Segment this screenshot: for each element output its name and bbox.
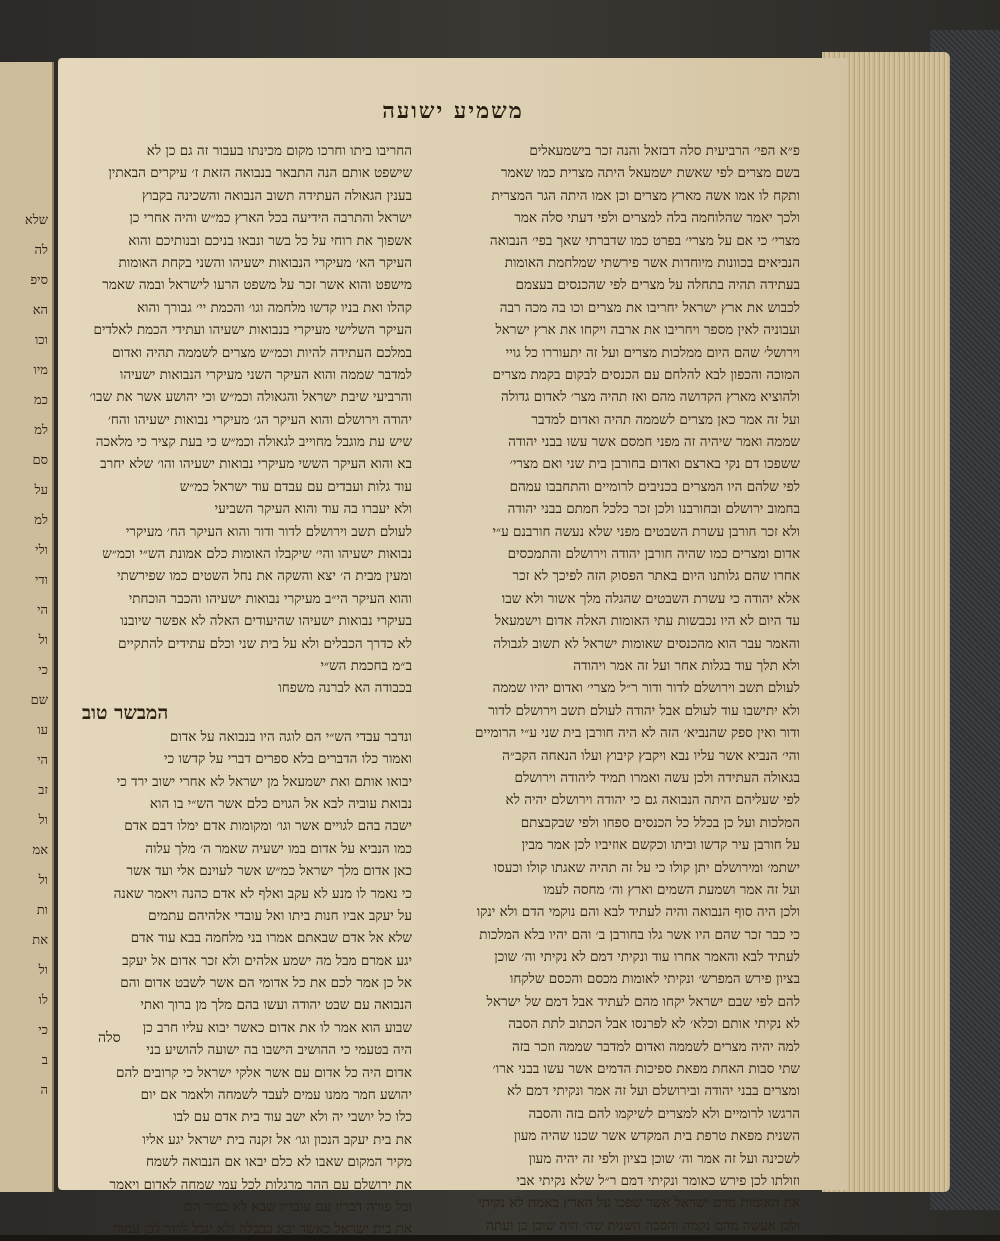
text-line: וירושל׳ שהם היום ממלכות מצרים ועל זה יתעוררו כל גויי — [505, 344, 800, 361]
text-line: לא כדרך הכבלים ולא על בית שני וכלם עתידים להתקיים — [118, 635, 412, 652]
text-line: לא נקיתי אותם וכלא׳ לא לפרנסו אבל הכתוב לתת הסבה — [508, 1016, 800, 1033]
text-line: שבוע הוא אמר לו את אדום כאשר יבוא עליו חרב כן — [142, 1019, 412, 1036]
text-line: ותקח לו אמו אשה מארץ מצרים וכן אמו היתה הגר המצרית — [491, 187, 800, 204]
text-line: כי כבר זכר שהם היו אשר גלו בחורבן ב׳ והם יהיו בלא המלכות — [479, 926, 800, 943]
text-line: הרגשו לרומיים ולא למצרים לשיקמו להם בזה והסבה — [528, 1105, 800, 1122]
text-line: מישפט והוא אשר זכר על משפט הרעו לישראל ובמה שאמר — [102, 277, 412, 294]
text-line: והאמר עבר הוא מהכנסים שאומות ישראל לא תשוב לגבולה — [493, 635, 800, 652]
left-text-column — [82, 140, 412, 1241]
text-line: עוד גלות ועבדים עם עבדם עוד ישראל כמ״ש — [179, 478, 412, 495]
text-line: כלו כל יושבי יה ולא ישב עוד בית אדם עם לבו — [173, 1109, 412, 1126]
book-page — [58, 58, 848, 1238]
text-line: מצרי׳ כי אם על מצרי׳ בפרט כמו שדברתי שאך בפי׳ הנבואה — [489, 232, 800, 249]
text-line: כאן אדום מלך ישראל כמ״ש אשר לעוינם אלי ועד אשר — [126, 863, 412, 880]
text-line: ובל פורה דבריו עם עובדיו שבא לא כפור הם — [184, 1198, 412, 1215]
text-line: ישראל והתרבה הידיעה בכל הארץ כמ״ש והיה אחרי כן — [129, 210, 412, 227]
text-line: ולכן אעשה מהם נקמה והסבה השנית שה׳ היה שוכן כן ועתה — [486, 1217, 800, 1234]
text-line: ועבוניה לאין מספר ויחריבו את ארבה ויקחו את ארץ ישראל — [495, 322, 800, 339]
text-line: את ירושלם עם ההר מרגלות לכל עמי שמחה לאדום ויאמר — [109, 1176, 412, 1193]
text-line: במלכם העתידה להיות וכמ״ש מצרים לשממה תהיה ואדום — [112, 344, 412, 361]
text-line: אדום היה כל אדום עם אשר אלקי ישראל כי קרובים להם — [116, 1064, 412, 1081]
text-line: ישתמ׳ ומירושלם יתן קולו כי על זה תהיה שאגתו קולו וכעסו — [493, 859, 800, 876]
text-line: שישפט אותם הנה התבאר בנבואה הזאת ז׳ עיקרים הבאתין — [108, 165, 412, 182]
text-line: לפי שלהם היו המצרים בכניבים לרומיים והתחבבו עמהם — [509, 478, 800, 495]
text-line: ולא זכר חורבן עשרת השבטים מפני שלא נעשה חורבנם ע״י — [492, 523, 800, 540]
text-line: ולא יתישבו עוד לעולם אבל יהודה לעולם תשב וירושלם לדור — [488, 702, 800, 719]
text-line: ואמור כלו הדברים בלא ספרים דברי על קדשו כי — [164, 751, 412, 768]
text-line: בציון פירש המפרש׳ ונקיתי לאומות מכסם והכסם שלקחו — [509, 971, 800, 988]
catchword: סלה — [98, 1030, 121, 1046]
text-line: בעיקרי נבואות ישעיהו שהיעודים האלה לא אפשר שיובנו — [120, 613, 412, 630]
text-line: ונדבר עבדי הש״י הם לוגה היו בנבואה על אדום — [169, 728, 412, 745]
text-line: ולכן היה סוף הנבואה והיה לעתיד לבא והם נוקמי הדם ולא ינקו — [476, 904, 800, 921]
text-line: ישבה בהם לגויים אשר וגו׳ ומקומות אדם ימלו דבם אדם — [124, 818, 412, 835]
text-line: את בית ישראל כאשר יבא בבבלה ולא יגבל לרור לבן עמור — [113, 1221, 412, 1238]
text-line: ומעין מבית ה׳ יצא והשקה את נחל השטים כמו שפירשתי — [116, 568, 412, 585]
text-line: את האומות מדם ישראל אשר שפכו על הארץ באמת לא נקיתי — [478, 1195, 800, 1212]
text-line: היה בטעמי כי ההושיב הישבו בה ישועה להושיע בני — [146, 1042, 412, 1059]
text-line: את בית יעקב הנכון וגו׳ אל זקנה בית ישראל יגע אליו — [142, 1131, 412, 1148]
text-line: השנית מפאת טרפת בית המקדש אשר שכנו שהיה מעון — [513, 1128, 800, 1145]
text-line: לפי שעליהם היתה הנבואה גם כי יהודה וירושלם יהיה לא — [505, 792, 800, 809]
text-line: ועל זה אמר כאן מצרים לשממה תהיה ואדום למדבר — [531, 411, 800, 428]
text-line: העיקר הא׳ מעיקרי הנבואות ישעיהו והשני בקחת האומות — [118, 254, 412, 271]
text-line: המלכות ועל כן בכלל כל הכנסים ספחו ולפי שבקבצתם — [520, 814, 800, 831]
text-line: וזולתו לכן פירש כאומר ונקיתי דמם ר״ל שלא נקיתי אבי — [516, 1172, 800, 1189]
text-line: בכבודה הא לברנה משפחו — [278, 680, 412, 697]
text-line: אשפוך את רוחי על כל בשר ונבאו בניכם ובנותיכם והוא — [128, 232, 412, 249]
running-head: משמיע ישועה — [382, 98, 524, 124]
text-line: למה יהיה מצרים לשממה ואדום למדבר שממה וזכר בזה — [511, 1038, 800, 1055]
text-line: על יעקב אביו חנות ביתו ואל עובדי אלהיהם עתמים — [148, 907, 412, 924]
section-heading: המבשר טוב — [82, 701, 169, 724]
text-line: והרביעי שיבת ישראל והגאולה וכמ״ש וכי יהושע אשר את שבו׳ — [89, 389, 412, 406]
text-line: פ״א הפי׳ הרביעית סלה דבזאל והנה זכר בישמעאלים — [529, 143, 800, 159]
text-line: ודור ואין ספק שהנביא׳ הזה לא היה חורבן בית שני ע״י הרומיים — [475, 725, 800, 742]
text-line: נבואת עוביה לבא אל הגוים כלם אשר הש״י בו הוא — [149, 795, 412, 812]
text-line: שממה ואמר שיהיה זה מפני חמסם אשר עשו בבני יהודה — [508, 434, 800, 451]
right-text-column — [470, 140, 800, 1237]
text-line: קהלו ואת בניו קדשו מלחמה וגו׳ והכמת יי׳ גבורך והוא — [136, 299, 412, 316]
text-line: לעולם תשב וירושלם לדור ודור והוא העיקר הח׳ מעיקרי — [125, 523, 412, 540]
text-line: המוכה והכפון לבא להלחם עם הכנסים לבקום בקמת מצרים — [492, 366, 800, 383]
text-line: הנבואה עם שבט יהודה ועשו בהם מלך מן ברוך ואתי — [140, 997, 412, 1014]
text-line: יהודה וירושלם והוא העיקר הג׳ מעיקרי נבואות ישעיהו והח׳ — [107, 411, 412, 428]
text-line: ב״מ בחכמת הש״י — [320, 657, 412, 674]
text-line: ולהוציא מארץ הקדושה מהם ואז תהיה מצר׳ לאדום גדולה — [501, 389, 800, 406]
text-line: בעתידה תהיה בתחלה על מצרים לפי שהכנסים בעצמם — [515, 277, 800, 294]
text-line: כי נאמר לו מנע לא עקב ואלף לא אדם כהנה ויאמר שאנה — [113, 885, 412, 902]
text-line: כמו הנביא על אדום במו ישעיה שאמר ה׳ מלך עלוה — [145, 840, 412, 857]
text-line: והי׳ הנביא אשר עליו נבא ויקבץ קיבוץ ועלו הנאחה הקב״ה — [502, 747, 800, 764]
text-line: על חורבן עיר קדשו וביתו וכקשם אוזיביו לכן אמר מבין — [521, 837, 800, 854]
previous-page-edge: שלא לה סיפ הא וכו מיו כמ למ סם על למ ולי ודי הי ול כי שם עו הי זב ול אמ ול ות את ול לו כי ב ה — [0, 62, 54, 1192]
text-line: עד היום לא היו נכבשות עתי האומות האלה אדום וישמעאל — [494, 613, 800, 630]
text-line: יהושע חמר ממנו עמים לעבד לשמחה ולאמר אם יום — [140, 1087, 412, 1104]
text-line: החריבו ביתו וחרכו מקום מכינתו בעבור זה גם כן לא — [146, 143, 412, 159]
text-line: אל כן אמר לכם את כל אדומי הם אשר לשבט אדום והם — [120, 975, 412, 992]
text-line: הנביאים בכוונות מיוחדות אשר פירשתי שמלחמת האומות — [504, 254, 800, 271]
text-line: בענין הגאולה העתידה תשוב הנבואה והשכינה בקבוץ — [141, 187, 412, 204]
text-line: ששפכו דם נקי בארצם ואדום בחורבן בית שני ואם מצרי׳ — [509, 456, 800, 473]
text-line: ומצרים בבני יהודה ובירושלם ועל זה אמר ונקיתי דמם לא — [507, 1083, 800, 1100]
text-line: לעולם תשב וירושלם לדור ודור ר״ל מצרי׳ ואדום יהיו שממה — [492, 680, 800, 697]
text-line: יגע אמרם מבל מה ישמע אלהים ולא זכר אדום אל יעקב — [122, 952, 412, 969]
text-line: אדום ומצרים כמו שהיה חורבן יהודה וירושלם והתמכסים — [507, 546, 800, 563]
text-line: ולא תלך עוד בגלות אחר ועל זה אמר ויהודה — [573, 657, 800, 674]
text-line: נבואות ישעיהו והי׳ שיקבלו האומות כלם אמונת הש״י וכמ״ש — [102, 546, 412, 563]
text-line: שיש עת מוגבל מחוייב לגאולה וכמ״ש כי בעת קציר כי מלאכה — [95, 434, 412, 451]
text-line: והוא העיקר הי״ב מעיקרי נבואות ישעיהו והכבר הוכחתי — [128, 590, 412, 607]
text-line: אחרו שהם גלותנו היום באתר הפסוק הזה לפיכך לא זכר — [512, 568, 800, 585]
text-line: לכבוש את ארץ ישראל יחריבו את מצרים וכו בה מכה רבה — [499, 299, 800, 316]
text-line: ועל זה אמר ושמעת השמים וארץ וה׳ מחסה לעמו — [543, 881, 800, 898]
text-line: בשם מצרים לפי שאשת ישמעאל היתה מצרית כמו שאמר — [500, 165, 800, 182]
text-line: להם לפי שבם ישראל יקחו מהם לעתיד אבל דמם של ישראל — [486, 993, 800, 1010]
text-line: בחמוב ירושלם ובחורבנו ולכן זכר כלכל חמתם בבני יהודה — [507, 501, 800, 518]
text-line: ולכך יאמר שהלוחמה בלה למצרים ולפי דעתי סלה אמר — [514, 210, 800, 227]
text-line: יבואו אותם ואת ישמעאל מן ישראל לא אחרי ישוב ירד כי — [116, 773, 412, 790]
text-line: שלא אל אדם שבאתם אמרו בני מלחמה בבא עוד אדם — [130, 930, 412, 947]
text-line: שתי סבות האחת מפאת ספיכות הדמים אשר עשו בבני ארו׳ — [492, 1061, 800, 1078]
text-line: לשכינה ועל זה אמר וה׳ שוכן בציון ולפי זה יהיה מעון — [528, 1150, 800, 1167]
text-line: העיקר השלישי מעיקרי בנבואות ישעיהו ועתידי הכמת לאלדים — [93, 322, 412, 339]
text-line: לעתיד לבא והאמר אחרו עוד ונקיתי דמם לא נקיתי וה׳ שוכן — [494, 949, 800, 966]
text-line: בא והוא העיקר הששי מעיקרי נבואות ישעיהו והו׳ שלא יחרב — [100, 456, 412, 473]
text-line: מקיר המקום שאבו לא כלם יבאו אם הנבואה לשמח — [146, 1154, 412, 1171]
text-line: בגאולה העתידה ולכן עשה ואמרו תמיד ליהודה וירושלם — [514, 769, 800, 786]
text-line: למדבר שממה והוא העיקר השני מעיקרי הנבואות ישעיהו — [119, 366, 412, 383]
text-line: אלא יהודה כי עשרת השבטים שהגלה מלך אשור ולא שבו — [501, 590, 800, 607]
text-line: ולא יעברו בה עוד והוא העיקר השביעי — [214, 501, 412, 518]
